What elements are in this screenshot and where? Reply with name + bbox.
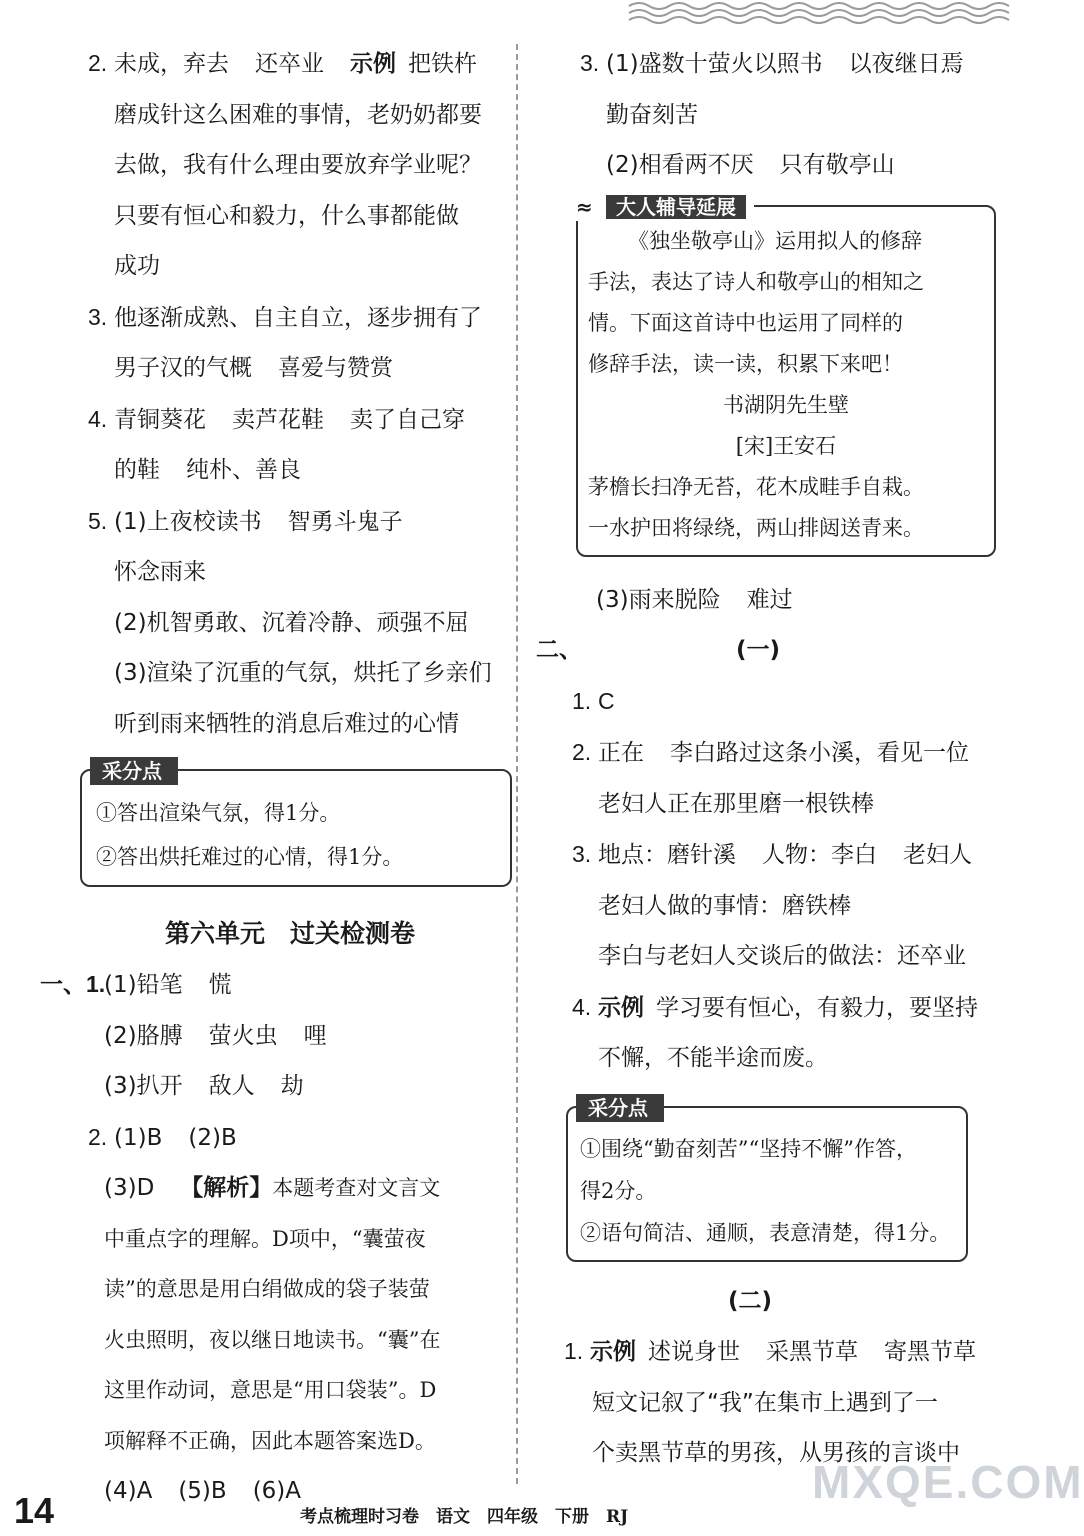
answer-2-line-1 (40, 38, 500, 90)
scoring-box (80, 759, 512, 887)
answer-text: 地点：磨针溪 (598, 842, 736, 868)
analysis-line: 项解释不正确，因此本题答案选D。 (104, 1428, 436, 1453)
answer-line: 去做，我有什么理由要放弃学业呢？ (114, 152, 482, 178)
answer-number: 2. (88, 1123, 108, 1150)
answer-text: (2)相看两不厌 (606, 152, 754, 178)
scoring-box (566, 1095, 968, 1262)
scoring-line: ①答出渲染气氛，得1分。 (96, 801, 341, 825)
answer-text: (3)雨来脱险 (596, 586, 721, 613)
answer-text: 正在 (598, 740, 644, 766)
answer-3-line-1 (40, 292, 500, 344)
scoring-box-tag: 采分点 (576, 1094, 664, 1122)
answer-text: 哩 (303, 1022, 327, 1049)
scoring-box-tag: 采分点 (90, 757, 178, 785)
answer-3-line-3 (536, 140, 976, 191)
answer-line: 短文记叙了“我”在集市上遇到了一 (592, 1389, 938, 1416)
page-number: 14 (14, 1490, 55, 1531)
answer-text: 未成，弃去 (114, 51, 229, 77)
answer-text: 还卒业 (255, 51, 324, 77)
answer-text: 萤火虫 (208, 1022, 278, 1049)
answer-text: (1)上夜校读书 (114, 508, 262, 535)
wave-icon: ≈ (576, 194, 593, 219)
part-1-line-1 (40, 959, 500, 1011)
answer-4-line-2 (40, 445, 500, 496)
example-label: 示例 (350, 51, 396, 77)
part-2-a2-line-1 (536, 727, 976, 779)
subsection-label: (一) (736, 637, 781, 663)
scoring-line: 得2分。 (580, 1178, 657, 1203)
analysis-line: 中重点字的理解。D项中，“囊萤夜 (104, 1226, 426, 1251)
answer-text: (3)D (104, 1175, 155, 1201)
answer-text: (1)盛数十萤火以照书 (606, 51, 823, 77)
answer-line: 成功 (114, 253, 160, 279)
answer-number: 3. (580, 50, 600, 76)
answer-text: 寄黑节草 (884, 1339, 976, 1365)
analysis-text: 本题考查对文言文 (272, 1176, 441, 1200)
extension-line: 情。下面这首诗中也运用了同样的 (588, 310, 903, 335)
answer-number: 1. (564, 1338, 584, 1364)
poem-author: [宋]王安石 (735, 433, 837, 458)
answer-text: (2)B (188, 1124, 237, 1151)
answer-text: 以夜继日焉 (848, 51, 964, 77)
answer-text: (4)A (104, 1478, 153, 1504)
answer-line: 只要有恒心和毅力，什么事都能做 (114, 202, 459, 229)
part-2-a1 (536, 676, 976, 728)
extension-line: 修辞手法，读一读，积累下来吧！ (588, 351, 903, 376)
analysis-line: 火虫照明，夜以继日地读书。“囊”在 (104, 1327, 441, 1352)
answer-text: 的鞋 (114, 457, 160, 483)
right-column (536, 38, 976, 1479)
answer-text: 把铁杵 (408, 51, 477, 77)
answer-line: 个卖黑节草的男孩，从男孩的言谈中 (592, 1440, 960, 1466)
answer-3-line-1 (536, 38, 976, 90)
answer-3-line-2 (40, 343, 500, 394)
poem-line: 一水护田将绿绕，两山排闼送青来。 (588, 515, 924, 540)
answer-text: (5)B (178, 1478, 227, 1504)
footer-text: 考点梳理时习卷 语文 四年级 下册 RJ (300, 1507, 629, 1527)
answer-text: 述说身世 (648, 1339, 740, 1365)
header-wave-decoration (629, 0, 1009, 22)
extension-box-tag (576, 193, 754, 221)
left-column (40, 38, 500, 1517)
answer-text: C (598, 687, 615, 714)
part-2-a4-line-1 (536, 982, 976, 1034)
answer-line: 怀念雨来 (114, 559, 206, 585)
answer-number: 5. (88, 507, 108, 534)
answer-line: 不懈，不能半途而废。 (598, 1045, 828, 1071)
answer-line: 老妇人做的事情：磨铁棒 (598, 892, 851, 919)
answer-text: 慌 (208, 972, 232, 998)
answer-line: 李白与老妇人交谈后的做法：还卒业 (598, 943, 966, 969)
answer-line: 老妇人正在那里磨一根铁棒 (598, 790, 874, 817)
extension-line: 《独坐敬亭山》运用拟人的修辞 (628, 228, 922, 253)
answer-text: (6)A (252, 1478, 302, 1504)
column-divider (516, 44, 518, 1484)
answer-text: (3)扒开 (104, 1073, 183, 1099)
answer-number: 2. (88, 50, 108, 76)
answer-text: 卖芦花鞋 (232, 406, 324, 433)
part-1-q2-line-2 (40, 1163, 500, 1214)
answer-number: 1. (572, 687, 592, 714)
answer-text: 敌人 (208, 1073, 255, 1099)
answer-3-part-3 (536, 575, 976, 626)
answer-text: 学习要有恒心，有毅力，要坚持 (656, 994, 978, 1021)
poem-line: 茅檐长扫净无苔，花木成畦手自栽。 (588, 474, 924, 499)
answer-text: 劫 (280, 1073, 304, 1099)
analysis-label: 【解析】 (180, 1175, 273, 1201)
answer-text: 难过 (746, 586, 793, 613)
answer-line: 磨成针这么困难的事情，老奶奶都要 (114, 101, 482, 128)
answer-5-line-1 (40, 496, 500, 548)
answer-4-line-1 (40, 394, 500, 446)
extension-box (576, 194, 996, 557)
scoring-line: ②语句简洁、通顺，表意清楚，得1分。 (580, 1220, 951, 1245)
answer-text: 纯朴、善良 (186, 457, 301, 483)
example-label: 示例 (590, 1339, 636, 1365)
analysis-line: 读”的意思是用白绢做成的袋子装萤 (104, 1277, 430, 1301)
part-2-a3-line-1 (536, 829, 976, 881)
answer-number: 4. (88, 405, 108, 432)
part-1-q2-line-1 (40, 1112, 500, 1164)
part-1-line-2 (40, 1011, 500, 1062)
answer-text: 人物：李白 (762, 842, 877, 868)
section-label: 一、1. (40, 971, 106, 997)
answer-text: 卖了自己穿 (350, 406, 465, 433)
answer-text: 老妇人 (903, 842, 972, 868)
answer-text: 男子汉的气概 (114, 355, 252, 381)
scoring-line: ①围绕“勤奋刻苦”“坚持不懈”作答， (580, 1136, 917, 1161)
answer-line: (2)机智勇敢、沉着冷静、顽强不屈 (114, 609, 469, 636)
answer-number: 3. (572, 841, 592, 867)
answer-text: 只有敬亭山 (779, 152, 895, 178)
section-label: 二、 (536, 637, 582, 663)
answer-text: 采黑节草 (766, 1339, 858, 1365)
answer-text: 青铜葵花 (114, 406, 206, 433)
watermark: MXQE.COM (812, 1456, 1084, 1508)
example-label: 示例 (598, 994, 644, 1021)
answer-number: 4. (572, 993, 592, 1020)
answer-line: 听到雨来牺牲的消息后难过的心情 (114, 710, 459, 737)
answer-line: 勤奋刻苦 (606, 101, 698, 128)
analysis-line: 这里作动词，意思是“用口袋装”。D (104, 1378, 437, 1402)
answer-text: 智勇斗鬼子 (287, 508, 403, 535)
subsection-label: (二) (728, 1287, 773, 1314)
answer-text: (1)B (114, 1124, 163, 1151)
scoring-line: ②答出烘托难过的心情，得1分。 (96, 845, 404, 869)
unit-title: 第六单元 过关检测卷 (164, 919, 415, 948)
extension-tag-text: 大人辅导延展 (606, 195, 746, 219)
page-footer (0, 1490, 1009, 1530)
answer-text: (2)胳膊 (104, 1022, 183, 1049)
answer-text: 李白路过这条小溪，看见一位 (670, 740, 969, 766)
poem-title: 书湖阴先生壁 (723, 392, 849, 417)
part-2-heading (536, 625, 976, 676)
part-1-line-3 (40, 1061, 500, 1112)
answer-number: 3. (88, 303, 108, 330)
answer-number: 2. (572, 739, 592, 765)
answer-text: 他逐渐成熟、自主自立，逐步拥有了 (114, 304, 482, 331)
answer-text: (1)铅笔 (104, 972, 183, 998)
part-2-b1-line-1 (536, 1326, 976, 1378)
extension-line: 手法，表达了诗人和敬亭山的相知之 (588, 269, 924, 294)
answer-text: 喜爱与赞赏 (278, 355, 393, 381)
answer-line: (3)渲染了沉重的气氛，烘托了乡亲们 (114, 660, 492, 686)
